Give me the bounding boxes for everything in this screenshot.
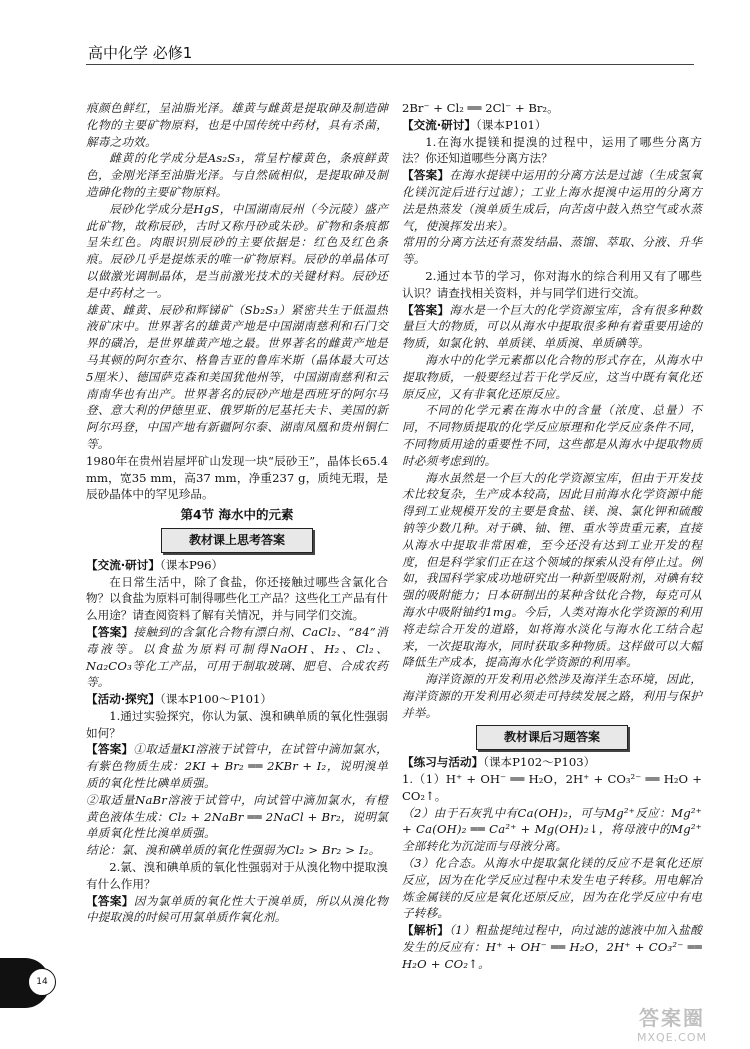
running-header: 高中化学 必修1 — [88, 44, 193, 62]
answer-text: 在海水提镁中运用的分离方法是过滤（生成氢氧化镁沉淀后进行过滤）；工业上海水提溴中运用的分离方法是热蒸发（溴单质生成后，向苦卤中鼓入热空气或水蒸气，使溴挥发出来）。 — [402, 168, 702, 233]
paragraph-mineral-localities: 雄黄、雌黄、辰砂和辉锑矿（Sb₂S₃）紧密共生于低温热液矿床中。世界著名的雄黄产地是中国湖南慈利和石门交界的磺冶，是世界雄黄产地之最。世界著名的雌黄产地是马其顿的阿尔查尔、格鲁吉亚的鲁库米斯（晶体最大可达5厘米）、德国萨克森和美国犹他州等，中国湖南慈利和云南南华也有出产。世界著名的辰砂产地是西班牙的阿尔马登、意大利的伊德里亚、俄罗斯的尼基托夫卡、美国的新阿尔玛登，中国产地有新疆阿尔泰、湖南凤凰和贵州铜仁等。 — [86, 302, 388, 451]
watermark-logo — [612, 1002, 732, 1042]
question-text-2: 1.通过实验探究，你认为氯、溴和碘单质的氧化性强弱如何？ — [86, 708, 388, 740]
question-header-1 — [86, 557, 388, 574]
answer-tag: 【答案】 — [86, 624, 134, 639]
analysis-tag: 【解析】 — [402, 923, 450, 938]
answer-text: 因为氯单质的氧化性大于溴单质，所以从溴化物中提取溴的时候可用氯单质作氧化剂。 — [86, 893, 388, 925]
question-ref: （课本P102～P103） — [483, 755, 596, 770]
paragraph-cinnabar-king: 1980年在贵州岩屋坪矿山发现一块“辰砂王”，晶体长65.4 mm，宽35 mm，高37 mm，净重237 g，质纯无瑕，是辰砂晶体中的罕见珍品。 — [86, 453, 388, 502]
answer-tag: 【答案】 — [402, 302, 450, 317]
answer-5b: 海水中的化学元素都以化合物的形式存在，从海水中提取物质，一般要经过若干化学反应，这当中既有氧化还原反应，又有非氧化还原反应。 — [402, 352, 702, 401]
question-tag: 【练习与活动】 — [402, 755, 484, 770]
paragraph-realgar-use: 痕颜色鲜红，呈油脂光泽。雄黄与雌黄是提取砷及制造砷化物的主要矿物原料，也是中国传统中药材，具有杀菌，解毒之功效。 — [86, 101, 388, 149]
answer-1 — [86, 624, 388, 691]
answer-text: 接触到的含氯化合物有漂白剂、CaCl₂、“84”消毒液等。以食盐为原料可制得NaOH、H₂、Cl₂、Na₂CO₃等化工产品，可用于制取玻璃、肥皂、合成农药等。 — [86, 624, 388, 690]
answer-4 — [402, 167, 702, 234]
watermark-url: MXQE.COM — [637, 1031, 707, 1044]
answer-6b: （2）由于石灰乳中有Ca(OH)₂，可与Mg²⁺反应：Mg²⁺ + Ca(OH)₂ ══ Ca²⁺ + Mg(OH)₂↓，将母液中的Mg²⁺全部转化为沉淀而与母液分离。 — [402, 805, 702, 854]
question-text-3: 2.氯、溴和碘单质的氧化性强弱对于从溴化物中提取溴有什么作用？ — [86, 860, 388, 891]
watermark-text: 答案圈 — [639, 1006, 705, 1030]
section-title: 第4节 海水中的元素 — [180, 507, 294, 523]
question-tag: 【交流·研讨】 — [402, 117, 476, 132]
answer-6a: 1.（1）H⁺ + OH⁻ ══ H₂O，2H⁺ + CO₃²⁻ ══ H₂O + CO₂↑。 — [402, 772, 702, 803]
paragraph-orpiment: 雌黄的化学成分是As₂S₃，常呈柠檬黄色，条痕鲜黄色，金刚光泽至油脂光泽。与自然硫相似，是提取砷及制造砷化物的主要矿物原料。 — [86, 151, 388, 199]
answer-tag: 【答案】 — [86, 742, 134, 757]
question-tag: 【交流·研讨】 — [86, 557, 160, 572]
answer-5 — [402, 302, 702, 352]
question-header-2 — [86, 691, 388, 708]
after-class-answers-banner: 教材课后习题答案 — [476, 725, 628, 750]
answer-5c: 不同的化学元素在海水中的含量（浓度、总量）不同，不同物质提取的化学反应原理和化学反应条件不同，不同物质用途的重要性不同，这些都是从海水中提取物质时必须考虑到的。 — [402, 403, 702, 468]
question-text-1: 在日常生活中，除了食盐，你还接触过哪些含氯化合物？以食盐为原料可制得哪些化工产品？这些化工产品有什么用途？请查阅资料了解有关情况，并与同学们交流。 — [86, 574, 388, 623]
answer-6c: （3）化合态。从海水中提取氯化镁的反应不是氧化还原反应，因为在化学反应过程中未发生电子转移。用电解冶炼金属镁的反应是氧化还原反应，因为在化学反应中有电子转移。 — [402, 856, 702, 921]
page-number: 14 — [28, 968, 56, 996]
question-tag: 【活动·探究】 — [86, 692, 160, 707]
question-header-4 — [402, 117, 702, 134]
answer-tag: 【答案】 — [86, 893, 134, 908]
question-ref: （课本P100～P101） — [159, 692, 272, 707]
answer-text: 海水是一个巨大的化学资源宝库，含有很多种数量巨大的物质，可以从海水中提取很多种有着重要用途的物质，如氯化钠、单质镁、单质溴、单质碘等。 — [402, 302, 702, 351]
question-ref: （课本P96） — [159, 557, 224, 572]
question-header-6 — [402, 754, 702, 771]
answer-2b: ②取适量NaBr溶液于试管中，向试管中滴加氯水，有橙黄色液体生成：Cl₂ + 2NaBr ══ 2NaCl + Br₂，说明氯单质氧化性比溴单质强。 — [86, 792, 389, 841]
question-ref: （课本P101） — [475, 117, 547, 132]
answer-5d: 海水虽然是一个巨大的化学资源宝库，但由于开发技术比较复杂，生产成本较高，因此目前海水化学资源中能得到工业规模开发的主要是食盐、镁、溴、氯化钾和硫酸钠等少数几种。对于碘、铀、锂、重水等贵重元素，直接从海水中提取非常困难，至今还没有达到工业开发的程度，但是科学家们正在这个领域的探索从没有停止过。例如，我国科学家成功地研究出一种新型吸附剂，对碘有较强的吸附能力；日本研制出的某种含钛化合物，每克可从海水中吸附铀约1mg。今后，人类对海水化学资源的利用将走综合开发的道路，如将海水淡化与海水化工结合起来，一次提取海水，同时获取多种物质。这样做可以大幅降低生产成本，提高海水化学资源的利用率。 — [402, 470, 702, 670]
answer-tag: 【答案】 — [402, 168, 450, 183]
answer-text: ①取适量KI溶液于试管中，在试管中滴加氯水，有紫色物质生成：2KI + Br₂ ══ 2KBr + I₂，说明溴单质的氧化性比碘单质强。 — [86, 742, 388, 791]
answer-5e: 海洋资源的开发利用必然涉及海洋生态环境，因此，海洋资源的开发利用必须走可持续发展之路，利用与保护并举。 — [402, 672, 702, 720]
equation-bromide: 2Br⁻ + Cl₂ ══ 2Cl⁻ + Br₂。 — [402, 101, 559, 115]
analysis-text: （1）粗盐提纯过程中，向过滤的滤液中加入盐酸发生的反应有：H⁺ + OH⁻ ══ H₂O，2H⁺ + CO₃²⁻ ══ H₂O + CO₂↑。 — [402, 923, 702, 971]
question-text-5: 2.通过本节的学习，你对海水的综合利用又有了哪些认识？请查找相关资料，并与同学们进行交流。 — [402, 268, 702, 300]
question-text-4: 1.在海水提镁和提溴的过程中，运用了哪些分离方法？你还知道哪些分离方法？ — [402, 134, 702, 166]
left-column — [86, 100, 388, 926]
answer-3 — [86, 893, 388, 927]
answer-2-conclusion: 结论：氯、溴和碘单质的氧化性强弱为Cl₂ > Br₂ > I₂。 — [86, 843, 381, 858]
header-rule — [86, 64, 694, 65]
paragraph-cinnabar: 辰砂化学成分是HgS，中国湖南辰州（今沅陵）盛产此矿物，故称辰砂，古时又称丹砂或朱砂。矿物和条痕都呈朱红色。肉眼识别辰砂的主要依据是：红色及红色条痕。辰砂几乎是提炼汞的唯一矿物原料。辰砂的单晶体可以做激光调制晶体，是当前激光技术的关键材料。辰砂还是中药材之一。 — [86, 201, 388, 300]
analysis-7 — [402, 922, 702, 972]
answer-2 — [86, 741, 388, 791]
right-column — [402, 100, 702, 973]
in-class-answers-banner: 教材课上思考答案 — [161, 528, 313, 553]
answer-4b: 常用的分离方法还有蒸发结晶、蒸馏、萃取、分液、升华等。 — [402, 235, 702, 267]
